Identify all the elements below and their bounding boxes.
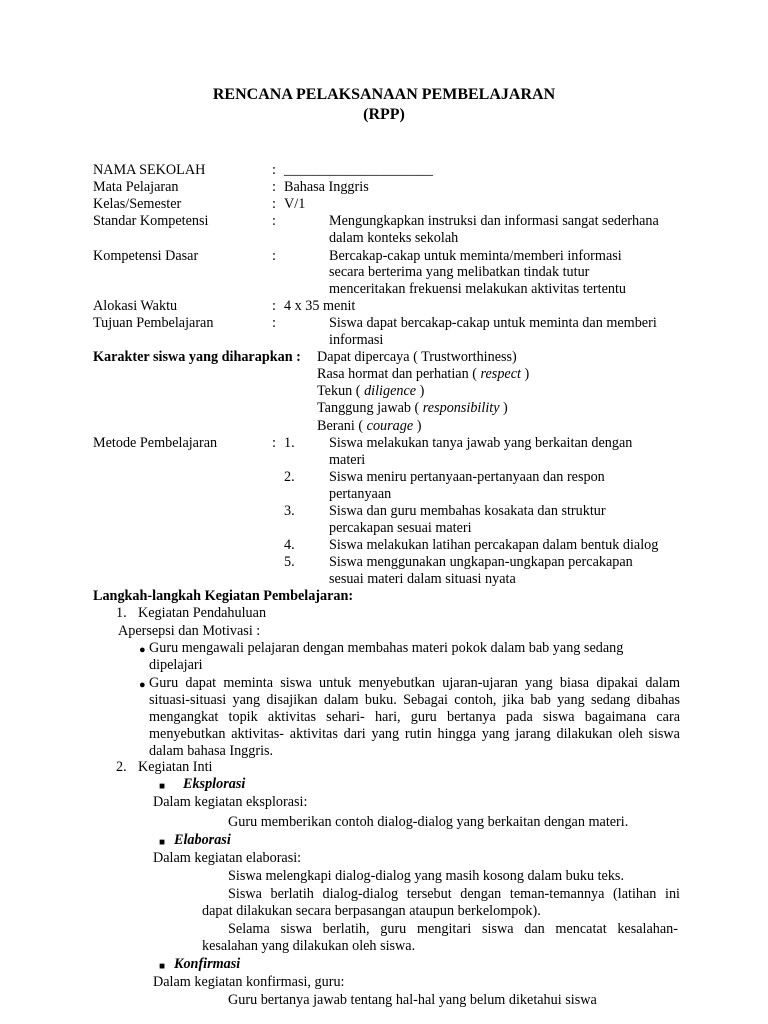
value-standar-kompetensi-line: dalam konteks sekolah	[329, 230, 459, 246]
colon: :	[272, 248, 276, 264]
konfirmasi-intro: Dalam kegiatan konfirmasi, guru:	[153, 974, 345, 990]
elaborasi-paragraph-1: Siswa melengkapi dialog-dialog yang masih kosong dalam buku teks.	[228, 868, 625, 884]
metode-item-line: Siswa melakukan tanya jawab yang berkaitan dengan	[329, 435, 633, 451]
metode-item-line: Siswa meniru pertanyaan-pertanyaan dan respon	[329, 469, 605, 485]
value-kompetensi-dasar-line: secara berterima yang melibatkan tindak tutur	[329, 264, 590, 280]
karakter-item: Berani ( courage )	[317, 418, 422, 434]
metode-item-line: Siswa dan guru membahas kosakata dan struktur	[329, 503, 606, 519]
colon: :	[272, 179, 276, 195]
value-kompetensi-dasar-line: Bercakap-cakap untuk meminta/memberi informasi	[329, 248, 622, 264]
colon: :	[272, 196, 276, 212]
metode-number: 1.	[284, 435, 295, 451]
value-mata-pelajaran: Bahasa Inggris	[284, 179, 369, 195]
value-tujuan-pembelajaran-line: informasi	[329, 332, 384, 348]
document-subtitle: (RPP)	[363, 106, 405, 123]
pendahuluan-bullet-paragraph: Guru dapat meminta siswa untuk menyebutkan ujaran-ujaran yang biasa dipakai dalam situasi-situasi yang disajikan dalam buku. Sebagai contoh, jika bab yang sedang dibahas mengangkat topik aktivitas sehari- hari, guru bertanya pada siswa bagaimana cara menyebutkan aktivitas- aktivitas dari yang rutin hingga yang jarang dilakukan oleh siswa dalam bahasa Inggris.	[149, 675, 681, 759]
eksplorasi-intro: Dalam kegiatan eksplorasi:	[153, 794, 308, 810]
karakter-item: Dapat dipercaya ( Trustworthiness)	[317, 349, 517, 365]
karakter-item: Tekun ( diligence )	[317, 383, 425, 399]
inti-number: 2.	[116, 759, 127, 775]
label-alokasi-waktu: Alokasi Waktu	[93, 298, 178, 314]
elaborasi-paragraph-2-line2: dapat dilakukan secara berpasangan ataupun berkelompok).	[202, 903, 541, 919]
metode-item-line: materi	[329, 452, 366, 468]
metode-number: 5.	[284, 554, 295, 570]
konfirmasi-text: Guru bertanya jawab tentang hal-hal yang belum diketahui siswa	[228, 992, 597, 1008]
metode-item-line: Siswa melakukan latihan percakapan dalam bentuk dialog	[329, 537, 659, 553]
label-nama-sekolah: NAMA SEKOLAH	[93, 162, 206, 178]
pendahuluan-subtitle: Apersepsi dan Motivasi :	[118, 623, 261, 639]
eksplorasi-title: Eksplorasi	[183, 776, 246, 792]
metode-item-line: sesuai materi dalam situasi nyata	[329, 571, 516, 587]
label-standar-kompetensi: Standar Kompetensi	[93, 213, 209, 229]
elaborasi-title: Elaborasi	[174, 832, 231, 848]
label-kelas-semester: Kelas/Semester	[93, 196, 182, 212]
pendahuluan-bullet-line: Guru mengawali pelajaran dengan membahas materi pokok dalam bab yang sedang	[149, 640, 624, 656]
metode-item-line: Siswa menggunakan ungkapan-ungkapan percakapan	[329, 554, 633, 570]
value-kompetensi-dasar-line: menceritakan frekuensi melakukan aktivitas tertentu	[329, 281, 627, 297]
karakter-label: Karakter siswa yang diharapkan :	[93, 349, 301, 365]
elaborasi-paragraph-3-line1: Selama siswa berlatih, guru mengitari siswa dan mencatat kesalahan-	[228, 921, 678, 937]
karakter-item: Tanggung jawab ( responsibility )	[317, 400, 508, 416]
label-mata-pelajaran: Mata Pelajaran	[93, 179, 179, 195]
label-metode-pembelajaran: Metode Pembelajaran	[93, 435, 218, 451]
document-title: RENCANA PELAKSANAAN PEMBELAJARAN	[212, 86, 556, 103]
eksplorasi-text: Guru memberikan contoh dialog-dialog yang berkaitan dengan materi.	[228, 814, 629, 830]
pendahuluan-bullet-line: dipelajari	[149, 657, 203, 673]
value-tujuan-pembelajaran-line: Siswa dapat bercakap-cakap untuk meminta dan memberi	[329, 315, 657, 331]
square-bullet-icon: ■	[159, 837, 166, 848]
colon: :	[272, 298, 276, 314]
metode-number: 4.	[284, 537, 295, 553]
bullet-dot-icon: ●	[139, 679, 146, 691]
metode-item-line: pertanyaan	[329, 486, 392, 502]
metode-number: 3.	[284, 503, 295, 519]
elaborasi-intro: Dalam kegiatan elaborasi:	[153, 850, 302, 866]
label-kompetensi-dasar: Kompetensi Dasar	[93, 248, 199, 264]
pendahuluan-title: Kegiatan Pendahuluan	[138, 605, 267, 621]
metode-item-line: percakapan sesuai materi	[329, 520, 472, 536]
inti-title: Kegiatan Inti	[138, 759, 213, 775]
karakter-item: Rasa hormat dan perhatian ( respect )	[317, 366, 530, 382]
bullet-dot-icon: ●	[139, 644, 146, 656]
pendahuluan-number: 1.	[116, 605, 127, 621]
langkah-heading: Langkah-langkah Kegiatan Pembelajaran:	[93, 588, 354, 604]
elaborasi-paragraph-2-line1: Siswa berlatih dialog-dialog tersebut dengan teman-temannya (latihan ini	[228, 886, 680, 902]
square-bullet-icon: ■	[159, 961, 166, 972]
colon: :	[272, 315, 276, 331]
square-bullet-icon: ■	[159, 781, 166, 792]
label-tujuan-pembelajaran: Tujuan Pembelajaran	[93, 315, 214, 331]
metode-number: 2.	[284, 469, 295, 485]
colon: :	[272, 435, 276, 451]
elaborasi-paragraph-3-line2: kesalahan yang dilakukan oleh siswa.	[202, 938, 416, 954]
value-kelas-semester: V/1	[284, 196, 306, 212]
value-nama-sekolah: _____________________	[284, 162, 433, 178]
konfirmasi-title: Konfirmasi	[174, 956, 241, 972]
colon: :	[272, 162, 276, 178]
value-alokasi-waktu: 4 x 35 menit	[284, 298, 356, 314]
colon: :	[272, 213, 276, 229]
value-standar-kompetensi-line: Mengungkapkan instruksi dan informasi sangat sederhana	[329, 213, 659, 229]
